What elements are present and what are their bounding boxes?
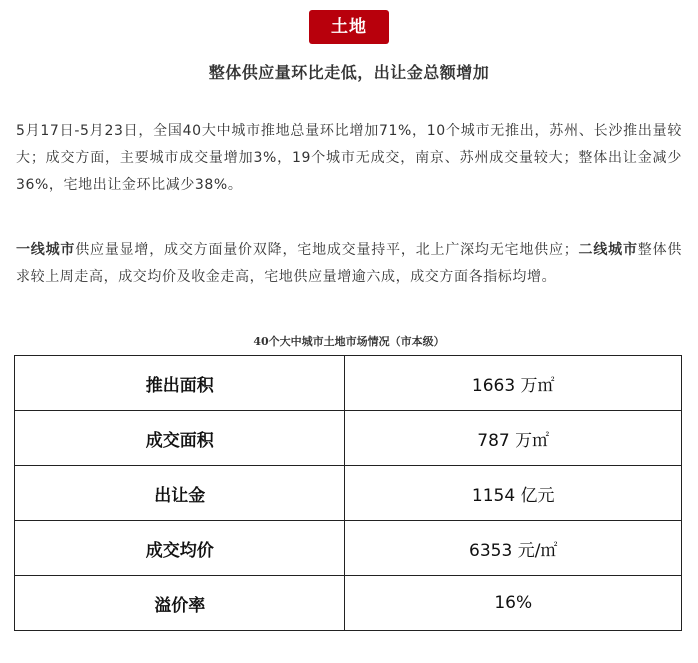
row-value: 1663 万㎡ xyxy=(345,356,682,411)
row-value: 1154 亿元 xyxy=(345,466,682,521)
summary-paragraph: 5月17日-5月23日，全国40大中城市推地总量环比增加71%，10个城市无推出，苏州、长沙推出量较大；成交方面，主要城市成交量增加3%，19个城市无成交，南京、苏州成交量较大；整体出让金减少36%，宅地出让金环比减少38%。 xyxy=(16,123,682,193)
section-subtitle: 整体供应量环比走低，出让金总额增加 xyxy=(208,63,490,82)
tier1-highlight: 一线城市 xyxy=(16,242,76,258)
row-label: 溢价率 xyxy=(15,576,345,631)
row-value: 787 万㎡ xyxy=(345,411,682,466)
tier2-text: 整体供求较上周走高，成交均价及收金走高，宅地供应量增逾六成，成交方面各指标均增。 xyxy=(16,242,682,285)
row-label: 成交均价 xyxy=(15,521,345,576)
section-badge-wrapper xyxy=(0,10,698,44)
table-caption: 40个大中城市土地市场情况（市本级） xyxy=(253,335,445,348)
city-tier-paragraph xyxy=(16,237,682,291)
table-row xyxy=(15,466,682,521)
section-badge: 土地 xyxy=(309,10,389,44)
table-row xyxy=(15,411,682,466)
row-value: 16% xyxy=(345,576,682,631)
row-label: 推出面积 xyxy=(15,356,345,411)
row-value: 6353 元/㎡ xyxy=(345,521,682,576)
row-label: 出让金 xyxy=(15,466,345,521)
tier1-text: 供应量显增，成交方面量价双降，宅地成交量持平，北上广深均无宅地供应； xyxy=(75,242,579,258)
land-market-table xyxy=(14,355,682,631)
table-row xyxy=(15,521,682,576)
table-row xyxy=(15,576,682,631)
table-row xyxy=(15,356,682,411)
row-label: 成交面积 xyxy=(15,411,345,466)
tier2-highlight: 二线城市 xyxy=(578,242,638,258)
